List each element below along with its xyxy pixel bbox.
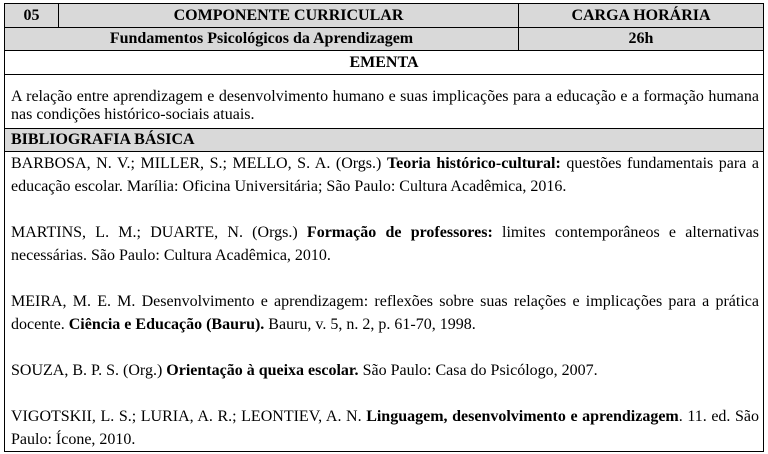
- reference-title: Orientação à queixa escolar.: [166, 362, 359, 379]
- reference-details: questões fundamentais para a educação escolar. Marília: Oficina Universitária; São Paulo: Cultura Acadêmica, 2016.: [11, 155, 760, 195]
- component-heading: COMPONENTE CURRICULAR: [59, 4, 519, 27]
- reference-title: Teoria histórico-cultural:: [386, 155, 561, 172]
- ementa-text: A relação entre aprendizagem e desenvolvimento humano e suas implicações para a educação e a formação humana nas condições histórico-sociais atuais.: [11, 88, 759, 123]
- reference-title: Ciência e Educação (Bauru).: [68, 316, 265, 333]
- reference-details: . 11. ed. São Paulo: Ícone, 2010.: [11, 408, 760, 448]
- ementa-heading-row: [5, 51, 763, 75]
- workload-heading: CARGA HORÁRIA: [571, 7, 711, 24]
- component-number: 05: [5, 4, 59, 27]
- reference-details: São Paulo: Casa do Psicólogo, 2007.: [362, 362, 598, 379]
- reference-lead: VIGOTSKII, L. S.; LURIA, A. R.; LEONTIEV, A. N.: [11, 408, 362, 425]
- reference-item: [11, 290, 759, 336]
- reference-item: [11, 152, 759, 198]
- bibliography-heading: BIBLIOGRAFIA BÁSICA: [11, 131, 195, 148]
- bibliography-list: [5, 152, 763, 451]
- reference-title: Linguagem, desenvolvimento e aprendizagem: [366, 408, 679, 425]
- reference-details: Bauru, v. 5, n. 2, p. 61-70, 1998.: [268, 316, 476, 333]
- reference-lead: SOUZA, B. P. S. (Org.): [11, 362, 163, 379]
- bibliography-row: [5, 152, 763, 451]
- workload-value: 26h: [628, 30, 654, 47]
- component-name: Fundamentos Psicológicos da Aprendizagem: [5, 28, 519, 50]
- reference-lead: BARBOSA, N. V.; MILLER, S.; MELLO, S. A. (Orgs.): [11, 155, 382, 172]
- reference-item: [11, 221, 759, 267]
- bibliography-heading-row: [5, 129, 763, 152]
- header-row: [5, 4, 763, 28]
- reference-lead: MARTINS, L. M.; DUARTE, N. (Orgs.): [11, 224, 298, 241]
- curriculum-component-table: [4, 3, 764, 452]
- ementa-row: [5, 75, 763, 129]
- reference-lead: MEIRA, M. E. M. Desenvolvimento e aprendizagem: reflexões sobre suas relações e implicações para a prática docente.: [11, 293, 759, 333]
- reference-title: Formação de professores:: [306, 224, 493, 241]
- reference-details: limites contemporâneos e alternativas necessárias. São Paulo: Cultura Acadêmica, 2010.: [11, 224, 760, 264]
- ementa-heading: EMENTA: [349, 54, 419, 71]
- component-row: [5, 28, 763, 51]
- reference-item: [11, 359, 759, 382]
- reference-item: [11, 405, 759, 451]
